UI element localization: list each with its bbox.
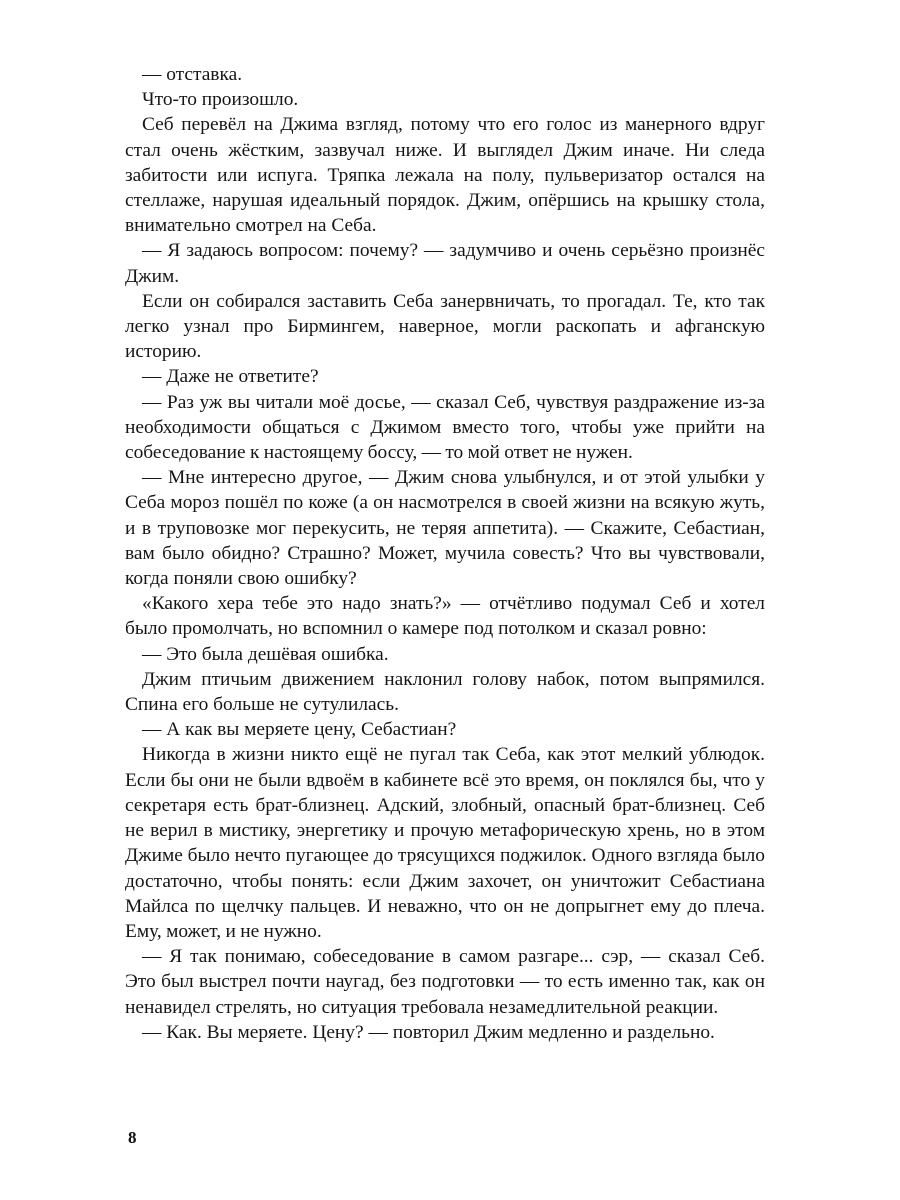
paragraph: — Это была дешёвая ошибка.: [142, 643, 389, 665]
paragraph: — Мне интересно другое, — Джим снова улыбнулся, и от этой улыбки у Себа мороз пошёл по коже (а он насмотрелся в своей жизни на всякую жуть, и в труповозке мог перекусить, не теряя аппетита). — Скажите, Себастиан, вам было обидно? Страшно? Может, мучила совесть? Что вы чувствовали, когда поняли свою ошибку?: [125, 467, 765, 590]
paragraph: Никогда в жизни никто ещё не пугал так Себа, как этот мелкий ублюдок. Если бы они не были вдвоём в кабинете всё это время, он поклялся бы, что у секретаря есть брат-близнец. Адский, злобный, опасный брат-близнец. Себ не верил в мистику, энергетику и прочую метафорическую хрень, но в этом Джиме было нечто пугающее до трясущихся поджилок. Одного взгляда было достаточно, чтобы понять: если Джим захочет, он уничтожит Себастиана Майлса по щелчку пальцев. И неважно, что он не допрыгнет ему до плеча. Ему, может, и не нужно.: [125, 744, 765, 942]
paragraph: Если он собирался заставить Себа занервничать, то прогадал. Те, кто так легко узнал про Бирмингем, наверное, могли раскопать и афганскую историю.: [125, 290, 765, 363]
paragraph: — А как вы меряете цену, Себастиан?: [142, 719, 457, 741]
paragraph: — отставка.: [142, 64, 243, 85]
paragraph: Джим птичьим движением наклонил голову набок, потом выпрямился. Спина его больше не сутулилась.: [125, 668, 765, 716]
paragraph: — Даже не ответите?: [142, 366, 319, 388]
page-text-block: [125, 62, 765, 1045]
paragraph: — Как. Вы меряете. Цену? — повторил Джим медленно и раздельно.: [142, 1021, 715, 1043]
paragraph: — Я так понимаю, собеседование в самом разгаре... сэр, — сказал Себ. Это был выстрел почти наугад, без подготовки — то есть именно так, как он ненавидел стрелять, но ситуация требовала незамедлительной реакции.: [125, 946, 765, 1018]
page-number: 8: [128, 1128, 137, 1147]
paragraph: Себ перевёл на Джима взгляд, потому что его голос из манерного вдруг стал очень жёстким, зазвучал ниже. И выглядел Джим иначе. Ни следа забитости или испуга. Тряпка лежала на полу, пульверизатор остался на стеллаже, нарушая идеальный порядок. Джим, опёршись на крышку стола, внимательно смотрел на Себа.: [125, 114, 765, 237]
paragraph: — Раз уж вы читали моё досье, — сказал Себ, чувствуя раздражение из-за необходимости общаться с Джимом вместо того, чтобы уже прийти на собеседование к настоящему боссу, — то мой ответ не нужен.: [125, 391, 765, 464]
paragraph: «Какого хера тебе это надо знать?» — отчётливо подумал Себ и хотел было промолчать, но вспомнил о камере под потолком и сказал ровно:: [125, 593, 765, 640]
paragraph: Что-то произошло.: [142, 89, 299, 111]
paragraph: — Я задаюсь вопросом: почему? — задумчиво и очень серьёзно произнёс Джим.: [125, 240, 765, 287]
